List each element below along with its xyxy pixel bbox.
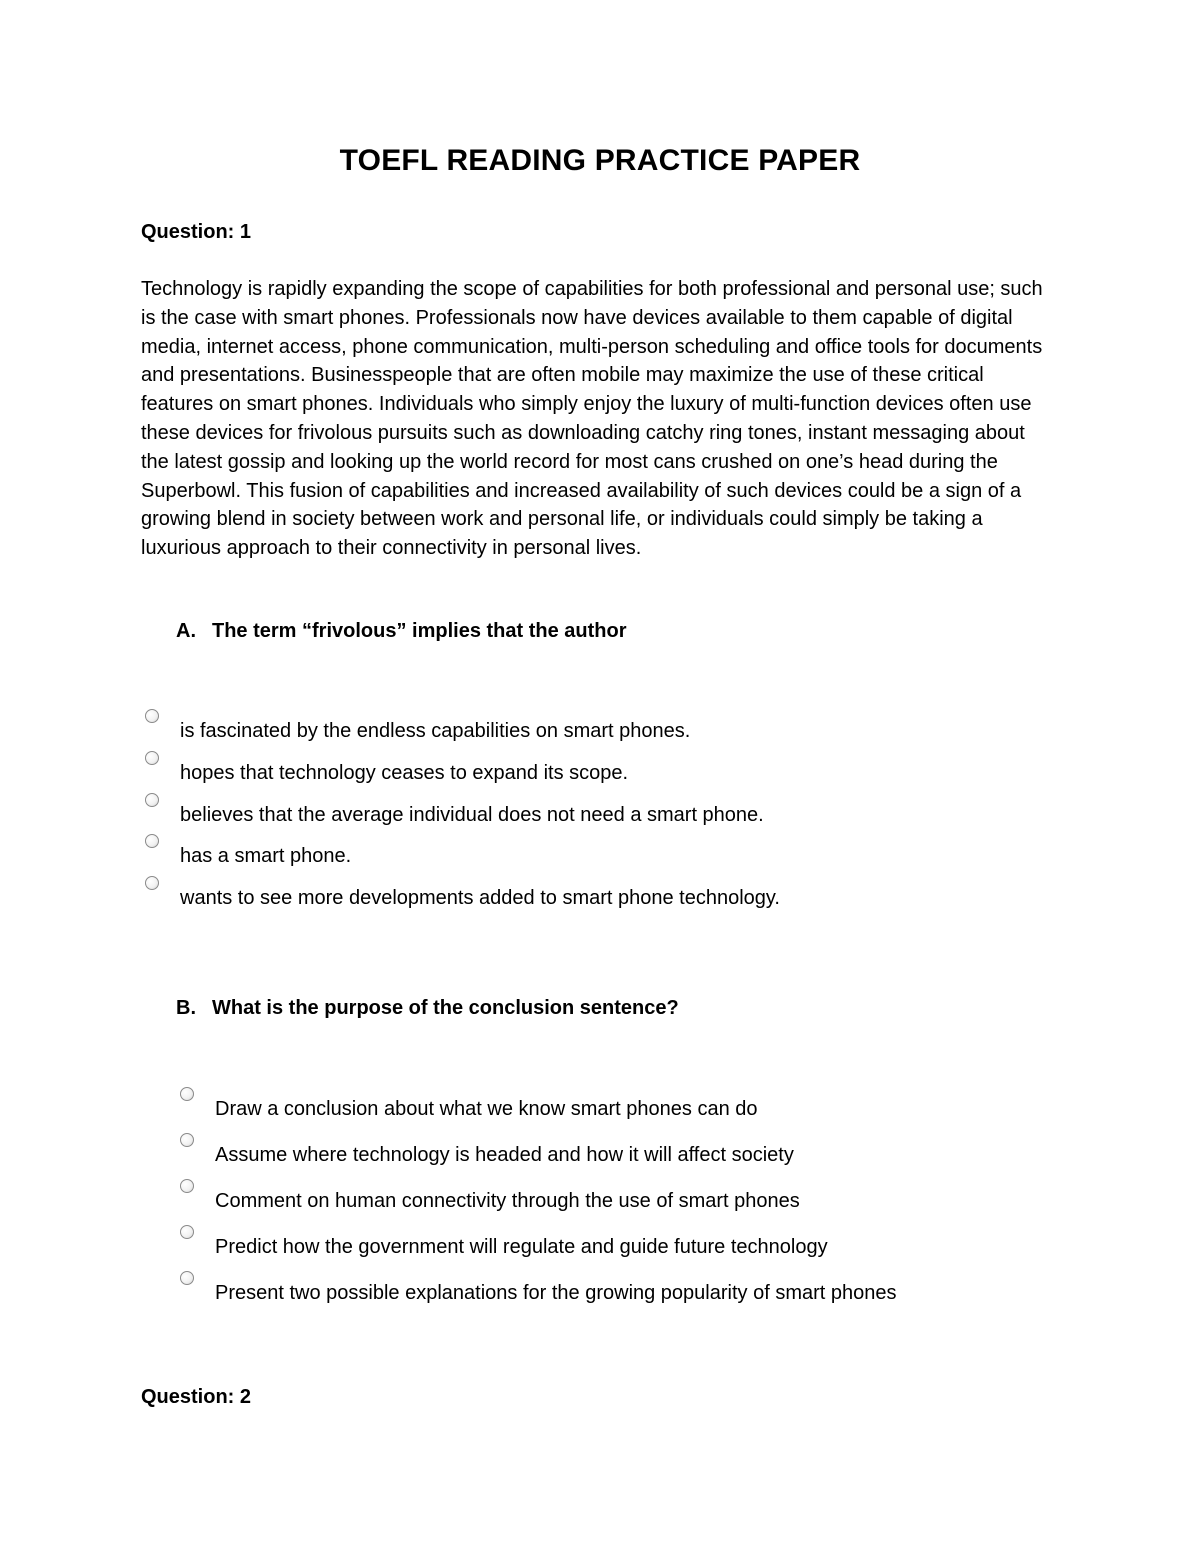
option-label: Predict how the government will regulate and guide future technology [215,1236,828,1258]
sub-question-a [176,620,627,643]
sub-question-a-letter: A. [176,620,196,642]
question-2-heading: Question: 2 [141,1386,252,1408]
question-1-heading: Question: 1 [141,221,252,243]
sub-question-b-letter: B. [176,997,196,1019]
option-label: Draw a conclusion about what we know smart phones can do [215,1098,758,1120]
option-label: has a smart phone. [180,845,352,867]
radio-icon[interactable] [145,793,159,807]
radio-icon[interactable] [180,1133,194,1147]
radio-icon[interactable] [145,709,159,723]
reading-passage: Technology is rapidly expanding the scope of capabilities for both professional and personal use; such is the case with smart phones. Professionals now have devices available to them capable of digital media, internet access, phone communication, multi-person scheduling and office tools for documents and presentations. Businesspeople that are often mobile may maximize the use of these critical features on smart phones. Individuals who simply enjoy the luxury of multi-function devices often use these devices for frivolous pursuits such as downloading catchy ring tones, instant messaging about the latest gossip and looking up the world record for most cans crushed on one’s head during the Superbowl. This fusion of capabilities and increased availability of such devices could be a sign of a growing blend in society between work and personal life, or individuals could simply be taking a luxurious approach to their connectivity in personal lives. [141,278,1043,560]
option-label: Assume where technology is headed and how it will affect society [215,1144,794,1166]
radio-icon[interactable] [180,1179,194,1193]
option-label: Present two possible explanations for the growing popularity of smart phones [215,1282,897,1304]
option-label: Comment on human connectivity through the use of smart phones [215,1190,800,1212]
sub-question-a-prompt: The term “frivolous” implies that the author [212,620,627,642]
option-label: is fascinated by the endless capabilities on smart phones. [180,720,691,742]
sub-question-b-prompt: What is the purpose of the conclusion sentence? [212,997,679,1019]
radio-icon[interactable] [145,751,159,765]
sub-question-b [176,997,679,1020]
radio-icon[interactable] [145,876,159,890]
page-title: TOEFL READING PRACTICE PAPER [339,144,861,177]
option-label: believes that the average individual does not need a smart phone. [180,804,764,826]
radio-icon[interactable] [180,1271,194,1285]
option-label: wants to see more developments added to smart phone technology. [180,887,780,909]
radio-icon[interactable] [180,1225,194,1239]
radio-icon[interactable] [180,1087,194,1101]
option-label: hopes that technology ceases to expand its scope. [180,762,629,784]
radio-icon[interactable] [145,834,159,848]
